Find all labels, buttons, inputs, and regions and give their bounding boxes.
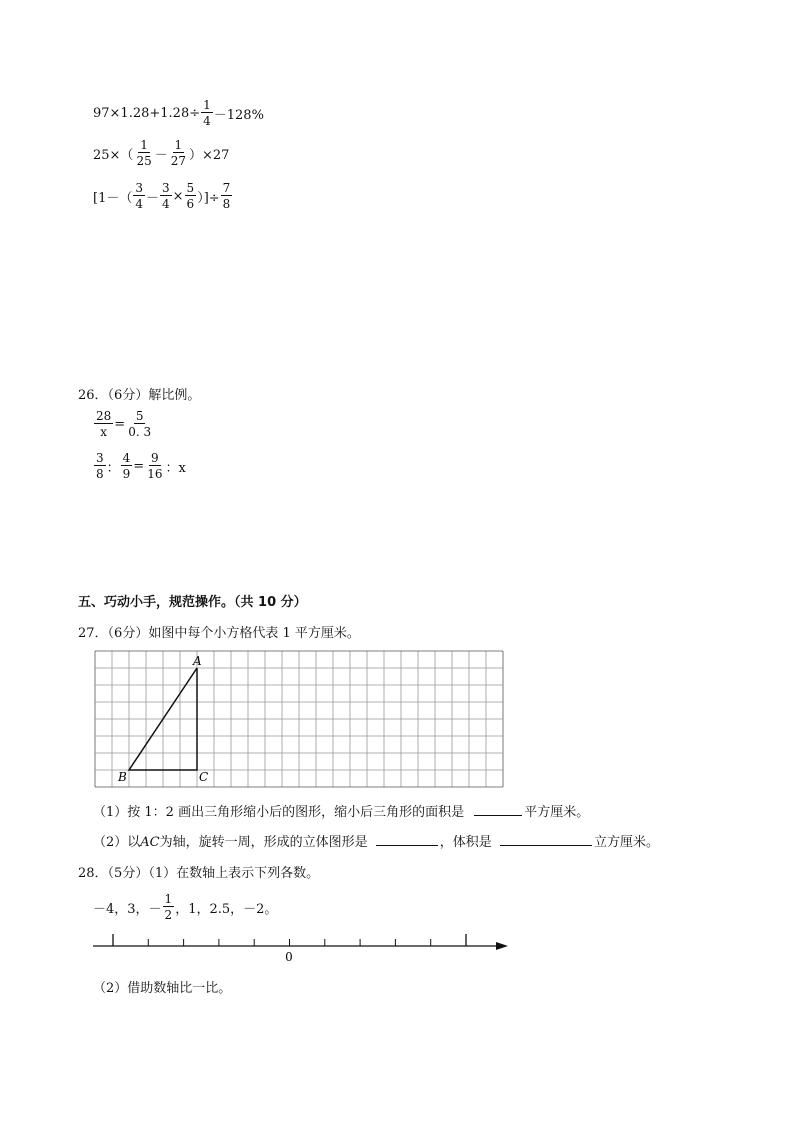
equals-sign: = (114, 416, 126, 432)
numerator: 9 (151, 451, 159, 465)
expr-text: ）]÷ (197, 190, 220, 206)
fraction (169, 139, 188, 167)
numerator: 1 (203, 98, 211, 112)
fraction (160, 182, 172, 210)
numbers-to-plot (93, 893, 277, 921)
denominator: 27 (170, 154, 187, 168)
vertex-label-c: C (199, 770, 209, 784)
fraction (121, 452, 133, 480)
part-text: ，体积是 (439, 835, 492, 850)
question-28-part-2: （2）借助数轴比一比。 (93, 981, 232, 996)
grid-lines (95, 651, 503, 787)
axis-label-ac: AC (140, 835, 160, 850)
denominator: 8 (96, 467, 104, 481)
denominator: 25 (136, 154, 152, 168)
fraction (134, 139, 153, 167)
denominator: x (100, 425, 108, 439)
numerator: 3 (135, 181, 143, 195)
proportion-1 (93, 410, 154, 438)
fraction (201, 99, 213, 127)
expr-text: × (172, 188, 184, 204)
numerator: 3 (96, 451, 104, 465)
numbers-text: ，1，2.5，－2。 (175, 901, 278, 917)
part-text: （1）按 1：2 画出三角形缩小后的图形，缩小后三角形的面积是 (93, 805, 465, 820)
expr-text: ：x (165, 460, 186, 476)
arrow-right-icon (496, 942, 508, 950)
part-text: 为轴，旋转一周，形成的立体图形是 (159, 835, 368, 850)
numerator: 7 (222, 181, 231, 195)
numerator: 4 (122, 451, 131, 465)
denominator: 0. 3 (128, 425, 152, 439)
denominator: 2 (164, 908, 173, 922)
number-line-ticks (113, 934, 466, 946)
expr-text: 25×（ (93, 147, 134, 163)
numerator: 1 (174, 138, 183, 152)
expr-text: － (145, 190, 159, 206)
proportion-2 (93, 452, 186, 480)
fraction (94, 410, 113, 438)
denominator: 6 (186, 197, 195, 211)
numerator: 1 (164, 892, 173, 906)
expression-1 (93, 99, 264, 127)
expression-3 (93, 182, 233, 210)
vertex-label-b: B (118, 770, 127, 784)
denominator: 16 (147, 467, 163, 481)
expr-text: － (154, 147, 168, 163)
answer-blank-solid[interactable] (376, 831, 438, 846)
vertex-label-a: A (193, 654, 202, 668)
numerator: 3 (162, 181, 170, 195)
denominator: 4 (162, 197, 170, 211)
answer-blank-volume[interactable] (500, 831, 592, 846)
numerator: 1 (140, 138, 148, 152)
fraction (221, 182, 233, 210)
denominator: 9 (122, 467, 131, 481)
numerator: 5 (186, 181, 195, 195)
question-27-part-2 (93, 831, 659, 850)
question-27-title: 27．（6分）如图中每个小方格代表 1 平方厘米。 (78, 626, 360, 641)
expression-2 (93, 139, 229, 167)
fraction (145, 452, 164, 480)
triangle-grid-figure (94, 650, 526, 790)
expr-text: －128% (213, 107, 264, 123)
ratio-colon: ： (106, 460, 120, 476)
section-5-heading: 五、巧动小手，规范操作。（共 10 分） (78, 595, 307, 610)
fraction (126, 410, 153, 438)
numerator: 5 (135, 409, 144, 423)
part-text: 立方厘米。 (593, 835, 659, 850)
question-26-title: 26．（6分）解比例。 (78, 388, 201, 403)
denominator: 8 (222, 197, 231, 211)
question-28-title: 28．（5分）（1）在数轴上表示下列各数。 (78, 866, 320, 881)
zero-label: 0 (285, 950, 293, 964)
number-line (88, 930, 518, 966)
expr-text: [1－（ (93, 190, 133, 206)
denominator: 4 (203, 114, 211, 128)
part-text: 平方厘米。 (524, 805, 590, 820)
answer-blank-area[interactable] (474, 801, 522, 816)
expr-text: ）×27 (189, 147, 230, 163)
fraction (133, 182, 145, 210)
denominator: 4 (135, 197, 143, 211)
fraction (185, 182, 197, 210)
fraction (94, 452, 106, 480)
numerator: 28 (96, 409, 112, 423)
part-text: （2）以 (93, 835, 141, 850)
question-27-part-1 (93, 801, 589, 820)
numbers-text: －4，3，－ (93, 901, 162, 917)
equals-sign: = (133, 458, 145, 474)
expr-text: 97×1.28+1.28÷ (93, 105, 201, 121)
fraction (163, 893, 175, 921)
